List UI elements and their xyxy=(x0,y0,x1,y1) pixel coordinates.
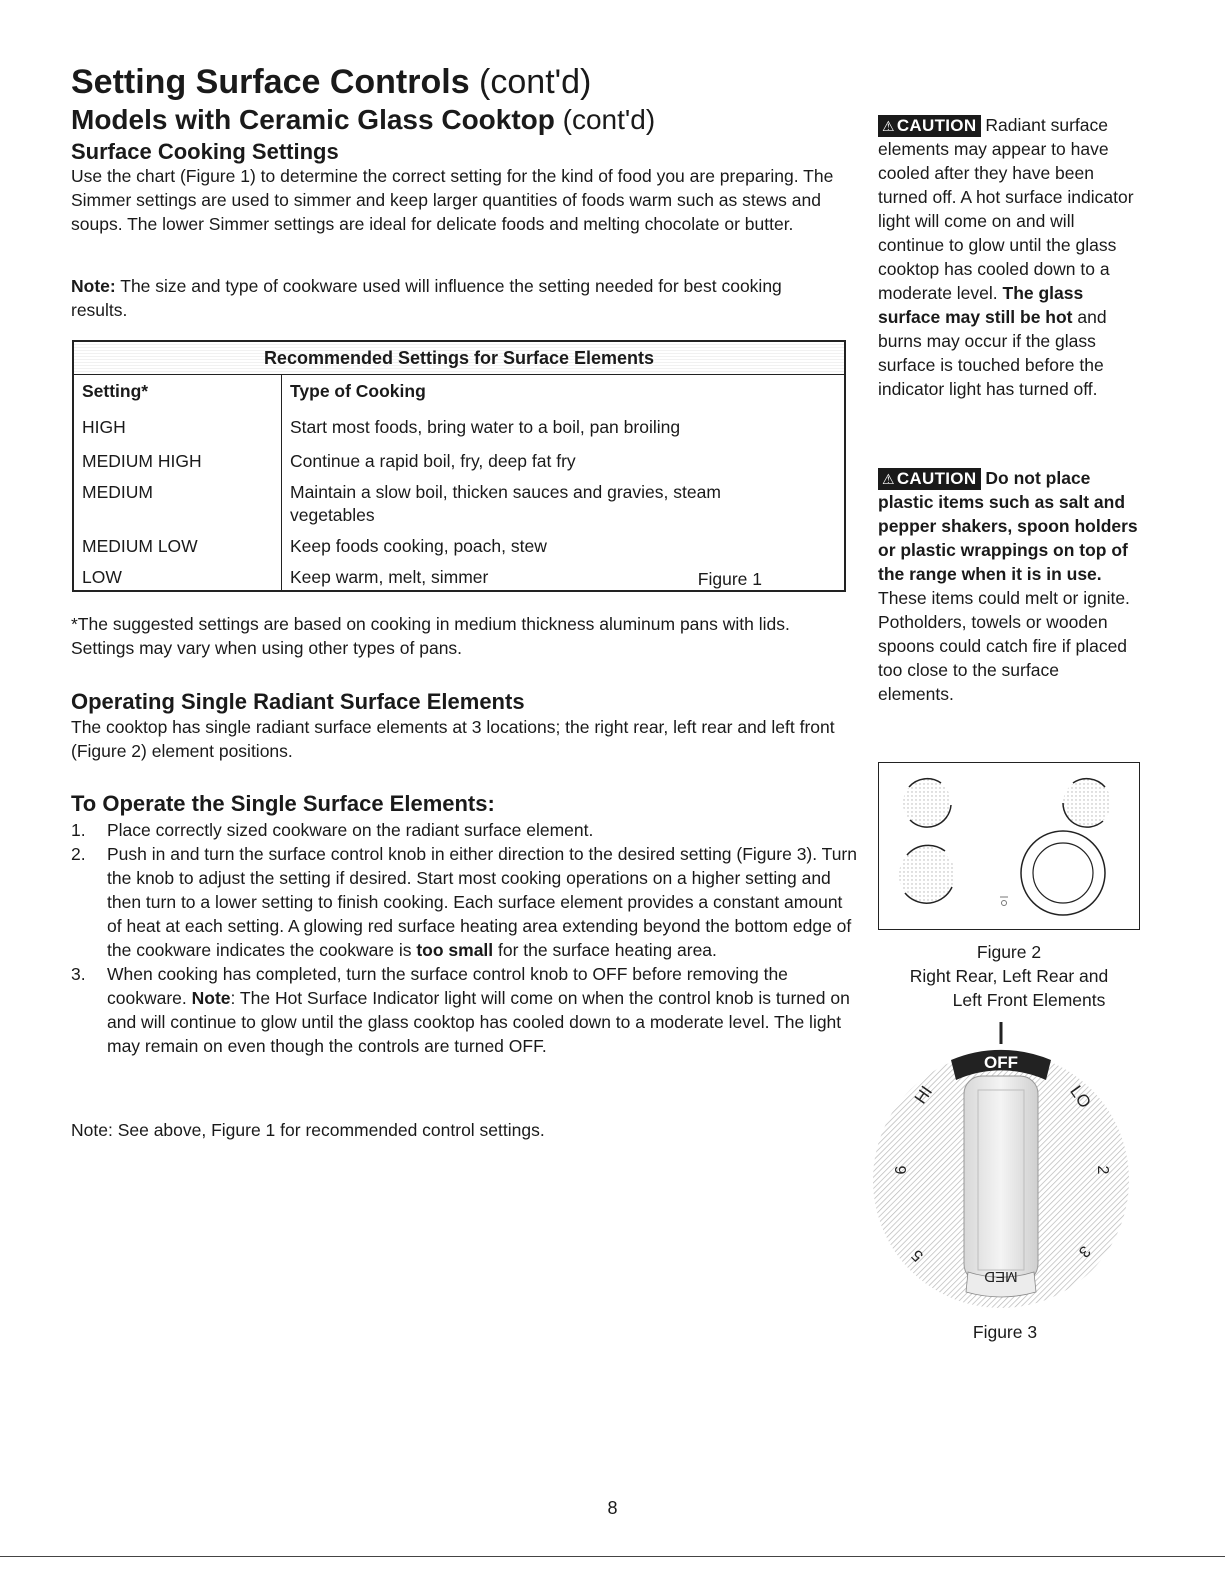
page-bottom-rule xyxy=(0,1556,1225,1557)
table-cell-setting: MEDIUM HIGH xyxy=(82,451,202,471)
emphasis-text: too small xyxy=(416,940,494,960)
list-number: 1. xyxy=(71,820,86,840)
knob-3-label: 3 xyxy=(1075,1242,1094,1261)
figure-1-label: Figure 1 xyxy=(697,569,762,589)
table-cell-cooking: Start most foods, bring water to a boil, pan broiling xyxy=(290,417,681,437)
table-cell-setting: LOW xyxy=(82,567,122,587)
table-cell-cooking: Maintain a slow boil, thicken sauces and gravies, steam vegetables xyxy=(290,482,721,525)
table-header-cooking: Type of Cooking xyxy=(290,381,426,401)
caution-block-1: ⚠ CAUTION Radiant surface elements may appear to have cooled after they have been turned off. A hot surface indicator light will come on and will continue to glow until the glass cooktop has cooled down to a moderate level. The glass surface may still be hot and burns may occur if the glass surface is touched before the indicator light has turned off. xyxy=(878,115,1134,399)
section-heading: Surface Cooking Settings xyxy=(71,139,339,164)
figure-2-caption-line: Right Rear, Left Rear and xyxy=(909,966,1109,986)
knob-2-label: 2 xyxy=(1094,1165,1111,1175)
table-cell-setting: MEDIUM LOW xyxy=(82,536,198,556)
warning-triangle-icon: ⚠ xyxy=(882,471,895,487)
table-divider xyxy=(281,374,282,590)
figure-2-caption-line: Left Front Elements xyxy=(952,990,1106,1010)
single-elements-text: The cooktop has single radiant surface elements at 3 locations; the right rear, left rear and left front (Figure 2) element positions. xyxy=(71,717,835,761)
emphasis-text: The glass surface may still be hot xyxy=(878,283,1084,327)
list-item xyxy=(71,818,861,842)
list-number: 3. xyxy=(71,964,86,984)
caution-badge: ⚠ CAUTION xyxy=(878,115,981,137)
emphasis-text: Note xyxy=(191,988,231,1008)
table-cell-cooking: Keep warm, melt, simmer xyxy=(290,567,489,587)
list-text: Place correctly sized cookware on the radiant surface element. xyxy=(107,820,594,840)
table-cell-setting: HIGH xyxy=(82,417,126,437)
list-text: When cooking has completed, turn the surface control knob to OFF before removing the cookware. xyxy=(107,964,788,1008)
table-cell-cooking: Keep foods cooking, poach, stew xyxy=(290,536,547,556)
list-item xyxy=(71,962,861,1058)
operate-heading: To Operate the Single Surface Elements: xyxy=(71,791,495,816)
cooktop-diagram xyxy=(878,762,1140,930)
knob-5-label: 5 xyxy=(908,1246,927,1265)
figure-2-label: Figure 2 xyxy=(976,942,1042,962)
operate-note: Note: See above, Figure 1 for recommended control settings. xyxy=(71,1120,545,1140)
table-header-setting: Setting* xyxy=(82,381,149,401)
caution-badge: ⚠ CAUTION xyxy=(878,468,981,490)
intro-paragraph: Use the chart (Figure 1) to determine the correct setting for the kind of food you are preparing. The Simmer settings are used to simmer and keep larger quantities of foods warm such as stews and soups. The lower Simmer settings are ideal for delicate foods and melting chocolate or butter. xyxy=(71,166,834,234)
knob-hi-label: HI xyxy=(910,1082,937,1108)
emphasis-text: Do not place plastic items such as salt and pepper shakers, spoon holders or plastic wrappings on top of the range when it is in use. xyxy=(878,468,1138,584)
page-number: 8 xyxy=(607,1498,618,1518)
list-number: 2. xyxy=(71,844,86,864)
cooktop-illustration xyxy=(879,763,1138,928)
table-cell-setting: MEDIUM xyxy=(82,482,153,502)
operate-steps-list xyxy=(71,818,861,1058)
knob-med-label: MED xyxy=(984,1268,1018,1285)
list-item xyxy=(71,842,861,962)
figure-3-label: Figure 3 xyxy=(972,1322,1038,1342)
list-text: : The Hot Surface Indicator light will come on when the control knob is turned on and will continue to glow until the glass cooktop has cooled down to a moderate level. The light may remain on even though the controls are turned OFF. xyxy=(107,988,850,1056)
table-cell-cooking: Continue a rapid boil, fry, deep fat fry xyxy=(290,451,576,471)
knob-lo-label: LO xyxy=(1066,1082,1095,1112)
knob-6-label: 6 xyxy=(893,1165,910,1175)
table-title: Recommended Settings for Surface Elements xyxy=(74,342,844,375)
single-elements-heading: Operating Single Radiant Surface Elements xyxy=(71,689,525,714)
intro-note: Note: The size and type of cookware used will influence the setting needed for best cooking results. xyxy=(71,276,782,320)
list-text: Push in and turn the surface control knob in either direction to the desired setting (Figure 3). Turn the knob to adjust the setting if desired. Start most cooking operations on a higher setting and then turn to a lower setting to finish cooking. Each surface element provides a constant amount of heat at each setting. A glowing red surface heating area extending beyond the bottom edge of the cookware indicates the cookware is xyxy=(107,844,857,960)
settings-table xyxy=(72,340,846,592)
warning-triangle-icon: ⚠ xyxy=(882,118,895,134)
table-footnote: *The suggested settings are based on cooking in medium thickness aluminum pans with lids. Settings may vary when using other types of pans. xyxy=(71,614,790,658)
page-title: Setting Surface Controls (cont'd) xyxy=(71,63,592,101)
control-knob-illustration xyxy=(866,1020,1136,1310)
page-subtitle: Models with Ceramic Glass Cooktop (cont'd) xyxy=(71,104,656,135)
list-text: for the surface heating area. xyxy=(493,940,717,960)
caution-block-2: ⚠ CAUTION Do not place plastic items such as salt and pepper shakers, spoon holders or plastic wrappings on top of the range when it is in use. These items could melt or ignite. Potholders, towels or wooden spoons could catch fire if placed too close to the surface elements. xyxy=(878,468,1138,704)
knob-off-label: OFF xyxy=(984,1053,1018,1072)
